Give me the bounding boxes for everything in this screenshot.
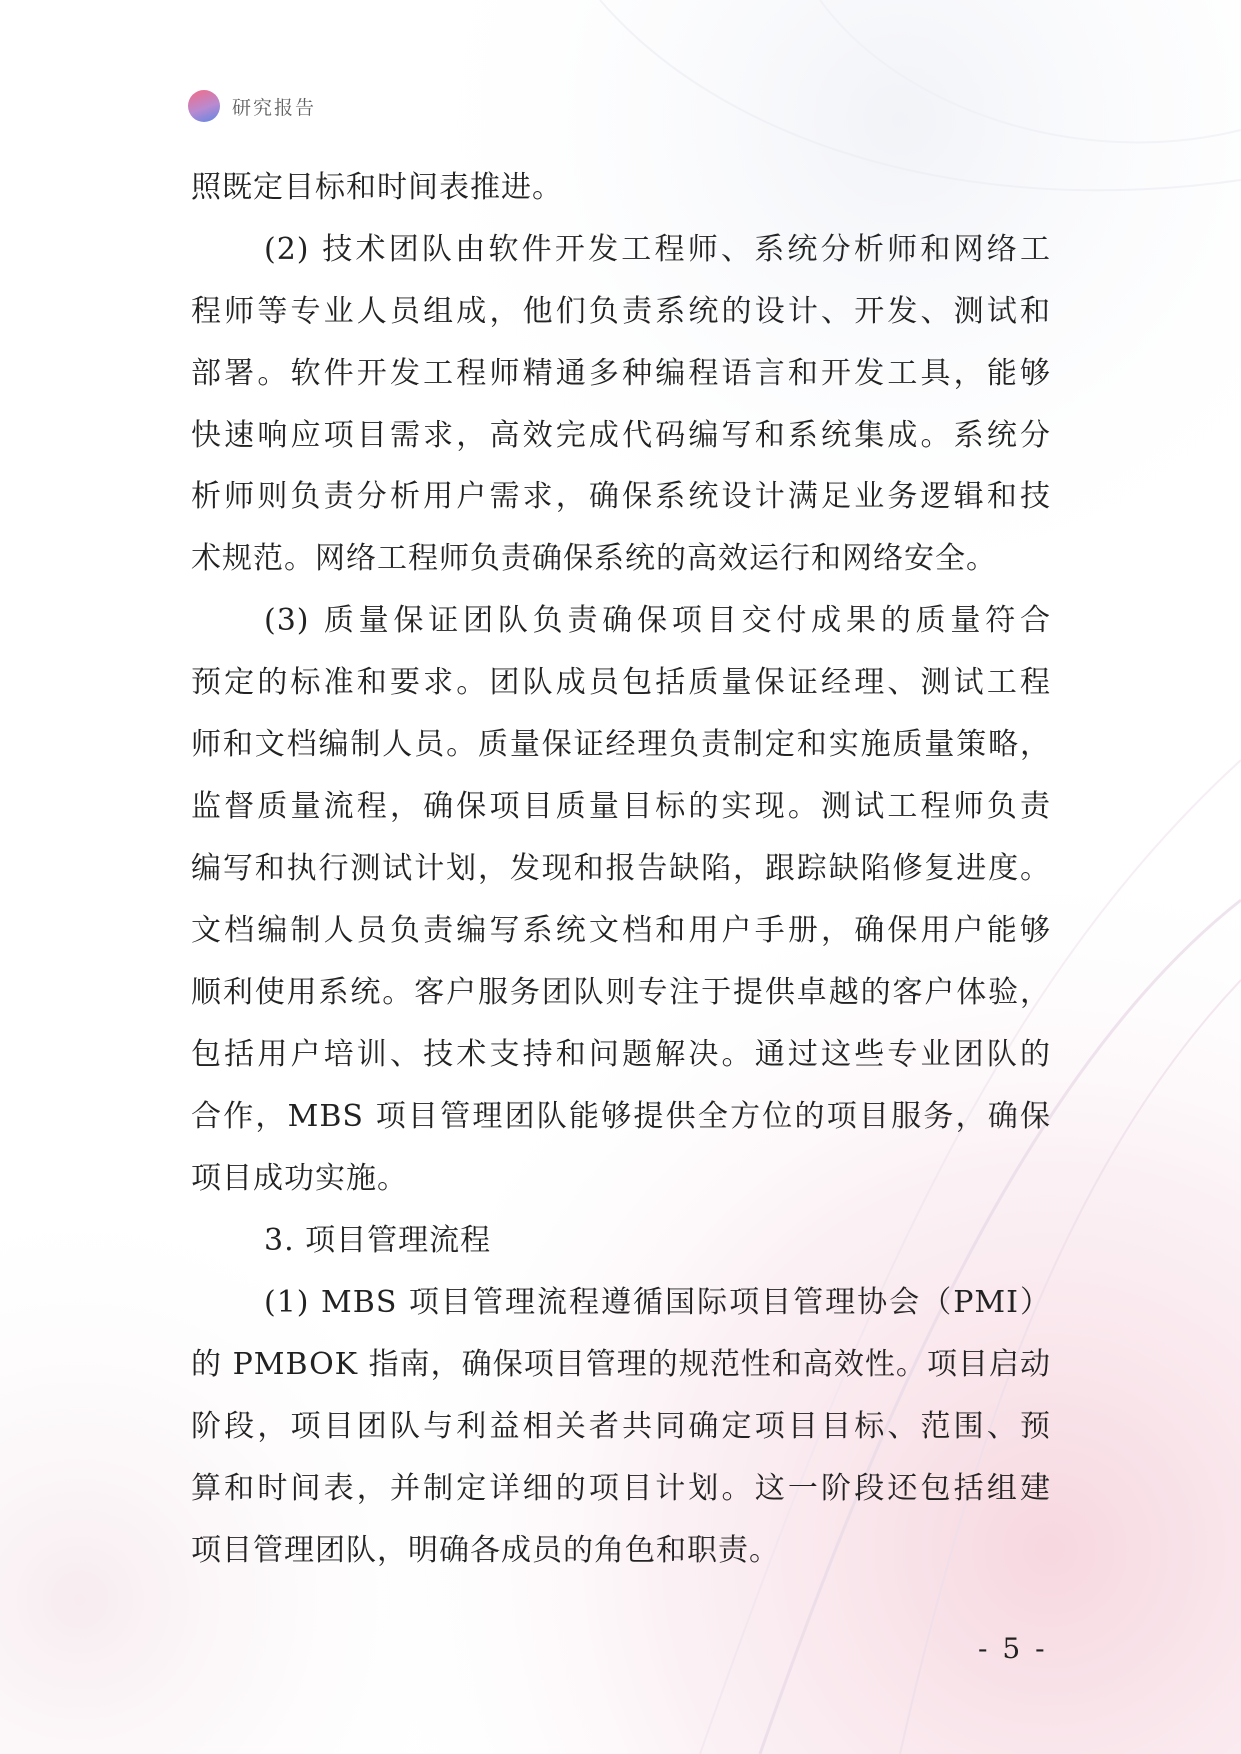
text-line: 术规范。网络工程师负责确保系统的高效运行和网络安全。: [191, 541, 997, 576]
text-line: 文档编制人员负责编写系统文档和用户手册，确保用户能够: [191, 913, 1051, 948]
text-line: 顺利使用系统。客户服务团队则专注于提供卓越的客户体验，: [191, 975, 1051, 1010]
text-line: 析师则负责分析用户需求，确保系统设计满足业务逻辑和技: [191, 479, 1051, 514]
text-line: 编写和执行测试计划，发现和报告缺陷，跟踪缺陷修复进度。: [191, 851, 1051, 886]
page-number: - 5 -: [978, 1632, 1048, 1665]
text-line: 的 PMBOK 指南，确保项目管理的规范性和高效性。项目启动: [191, 1347, 1051, 1382]
text-line: 项目成功实施。: [191, 1161, 408, 1196]
text-line: (1) MBS 项目管理流程遵循国际项目管理协会（PMI）: [264, 1285, 1051, 1320]
text-line: 照既定目标和时间表推进。: [191, 170, 563, 205]
text-line: 预定的标准和要求。团队成员包括质量保证经理、测试工程: [191, 665, 1051, 700]
text-line: (2) 技术团队由软件开发工程师、系统分析师和网络工: [264, 232, 1051, 267]
report-title: 研究报告: [232, 96, 317, 119]
text-line: (3) 质量保证团队负责确保项目交付成果的质量符合: [264, 603, 1051, 638]
text-line: 项目管理团队，明确各成员的角色和职责。: [191, 1533, 780, 1568]
text-line: 阶段，项目团队与利益相关者共同确定项目目标、范围、预: [191, 1409, 1051, 1444]
text-line: 算和时间表，并制定详细的项目计划。这一阶段还包括组建: [191, 1471, 1051, 1506]
text-line: 程师等专业人员组成，他们负责系统的设计、开发、测试和: [191, 294, 1051, 329]
text-line: 合作，MBS 项目管理团队能够提供全方位的项目服务，确保: [191, 1099, 1051, 1134]
text-line: 包括用户培训、技术支持和问题解决。通过这些专业团队的: [191, 1037, 1051, 1072]
section-heading: 3. 项目管理流程: [264, 1223, 492, 1258]
text-line: 快速响应项目需求，高效完成代码编写和系统集成。系统分: [191, 418, 1051, 453]
text-line: 师和文档编制人员。质量保证经理负责制定和实施质量策略，: [191, 727, 1051, 762]
text-line: 部署。软件开发工程师精通多种编程语言和开发工具，能够: [191, 356, 1051, 391]
text-line: 监督质量流程，确保项目质量目标的实现。测试工程师负责: [191, 789, 1051, 824]
